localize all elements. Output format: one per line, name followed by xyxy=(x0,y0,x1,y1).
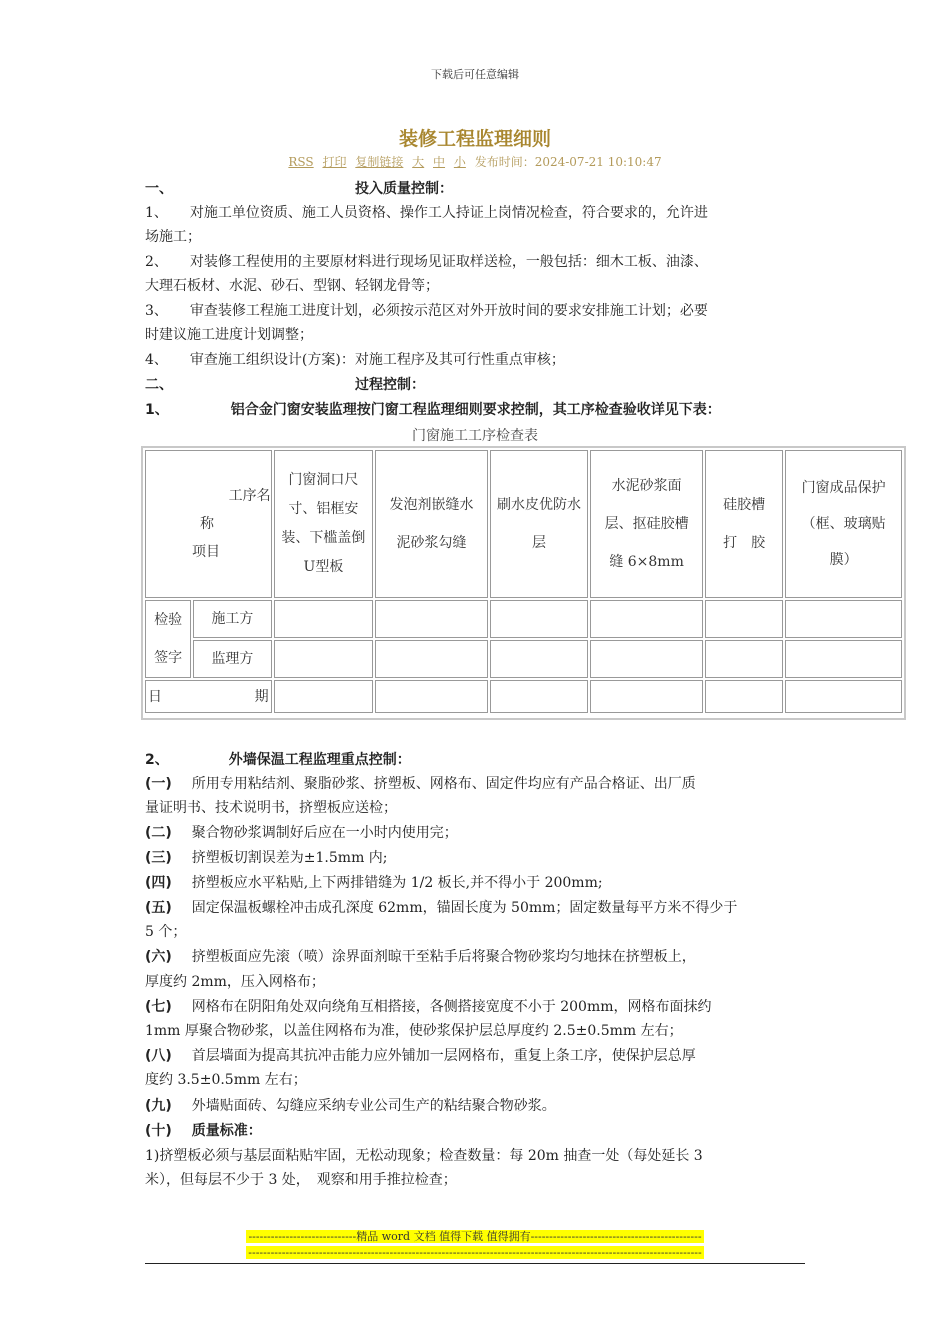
column-header: 发泡剂嵌缝水 泥砂浆勾缝 xyxy=(375,450,488,598)
signature-cell[interactable] xyxy=(375,600,488,638)
section-heading-2: 二、 过程控制： xyxy=(145,377,425,393)
sub-item-cont: 1mm 厚聚合物砂浆，以盖住网格布为准，使砂浆保护层总厚度约 2.5±0.5mm 左右； xyxy=(145,1023,683,1039)
inspection-table xyxy=(143,448,904,715)
table-row xyxy=(145,640,902,678)
sub-item: (六) 挤塑板面应先滚（喷）涂界面剂晾干至粘手后将聚合物砂浆均匀地抹在挤塑板上， xyxy=(145,949,696,965)
sub-item: (四) 挤塑板应水平粘贴,上下两排错缝为 1/2 板长,并不得小于 200mm; xyxy=(145,875,603,891)
font-small-link[interactable]: 小 xyxy=(453,155,466,169)
row-label: 施工方 xyxy=(193,600,271,638)
signature-cell[interactable] xyxy=(375,640,488,678)
sub-item: (九) 外墙贴面砖、勾缝应采纳专业公司生产的粘结聚合物砂浆。 xyxy=(145,1098,556,1114)
list-item: 3、 审查装修工程施工进度计划，必须按示范区对外开放时间的要求安排施工计划；必要 xyxy=(145,303,708,319)
signature-cell[interactable] xyxy=(490,600,589,638)
sub-item: (二) 聚合物砂浆调制好后应在一小时内使用完； xyxy=(145,825,458,841)
sub-item-cont: 厚度约 2mm，压入网格布； xyxy=(145,974,325,990)
footer-banner: -----------------------------精品 word 文档 值得下载 值得拥有---------------------------------------------- xyxy=(248,1230,702,1243)
table-row xyxy=(145,680,902,713)
list-item: 1、 铝合金门窗安装监理按门窗工程监理细则要求控制，其工序检查验收详见下表： xyxy=(145,402,721,418)
signature-cell[interactable] xyxy=(274,640,374,678)
column-header: 水泥砂浆面 层、抠硅胶槽 缝 6×8mm xyxy=(590,450,703,598)
signature-cell[interactable] xyxy=(785,600,902,638)
standard-item-cont: 米），但每层不少于 3 处， 观察和用手推拉检查； xyxy=(145,1172,457,1188)
date-cell[interactable] xyxy=(590,680,703,713)
sub-item: (三) 挤塑板切割误差为±1.5mm 内; xyxy=(145,850,388,866)
column-header: 硅胶槽 打 胶 xyxy=(705,450,783,598)
font-medium-link[interactable]: 中 xyxy=(433,155,446,169)
article-meta xyxy=(0,153,950,170)
font-large-link[interactable]: 大 xyxy=(412,155,425,169)
sub-item-cont: 度约 3.5±0.5mm 左右； xyxy=(145,1072,307,1088)
list-item-cont: 时建议施工进度计划调整； xyxy=(145,327,313,343)
inspection-table-frame xyxy=(141,446,906,720)
group-label: 检验 签字 xyxy=(145,600,191,678)
date-label: 日 期 xyxy=(145,680,272,713)
footer-dashes: -------------------------------------------------------------------------------------------------------------------------- xyxy=(248,1246,702,1259)
table-corner-header: 工序名 称 项目 xyxy=(145,450,272,598)
sub-item: (十) 质量标准： xyxy=(145,1123,262,1139)
sub-item-cont: 量证明书、技术说明书，挤塑板应送检； xyxy=(145,800,397,816)
print-link[interactable]: 打印 xyxy=(322,155,347,169)
signature-cell[interactable] xyxy=(490,640,589,678)
footer-rule xyxy=(145,1263,805,1264)
signature-cell[interactable] xyxy=(705,600,783,638)
signature-cell[interactable] xyxy=(705,640,783,678)
list-item: 2、 外墙保温工程监理重点控制： xyxy=(145,752,411,768)
sub-item-cont: 5 个； xyxy=(145,924,187,940)
date-cell[interactable] xyxy=(375,680,488,713)
section-heading-1: 一、 投入质量控制： xyxy=(145,181,453,197)
signature-cell[interactable] xyxy=(590,640,703,678)
standard-item: 1)挤塑板必须与基层面粘贴牢固，无松动现象；检查数量：每 20m 抽查一处（每处延长 3 xyxy=(145,1148,703,1164)
header-note: 下载后可任意编辑 xyxy=(431,68,519,81)
column-header: 刷水皮优防水 层 xyxy=(490,450,589,598)
row-label: 监理方 xyxy=(193,640,271,678)
list-item-cont: 场施工； xyxy=(145,229,201,245)
signature-cell[interactable] xyxy=(274,600,374,638)
list-item: 2、 对装修工程使用的主要原材料进行现场见证取样送检，一般包括：细木工板、油漆、 xyxy=(145,254,708,270)
date-cell[interactable] xyxy=(274,680,374,713)
sub-item: (八) 首层墙面为提高其抗冲击能力应外铺加一层网格布，重复上条工序，使保护层总厚 xyxy=(145,1048,696,1064)
list-item-cont: 大理石板材、水泥、砂石、型钢、轻钢龙骨等； xyxy=(145,278,439,294)
rss-link[interactable]: RSS xyxy=(288,155,314,169)
page-title: 装修工程监理细则 xyxy=(398,128,551,150)
table-row xyxy=(145,600,902,638)
table-caption: 门窗施工工序检查表 xyxy=(412,428,538,444)
list-item: 1、 对施工单位资质、施工人员资格、操作工人持证上岗情况检查，符合要求的，允许进 xyxy=(145,205,708,221)
copy-link[interactable]: 复制链接 xyxy=(355,155,404,169)
signature-cell[interactable] xyxy=(785,640,902,678)
column-header: 门窗成品保护 （框、玻璃贴 膜） xyxy=(785,450,902,598)
sub-item: (一) 所用专用粘结剂、聚脂砂浆、挤塑板、网格布、固定件均应有产品合格证、出厂质 xyxy=(145,776,696,792)
list-item: 4、 审查施工组织设计(方案)：对施工程序及其可行性重点审核； xyxy=(145,352,565,368)
date-cell[interactable] xyxy=(785,680,902,713)
sub-item: (五) 固定保温板螺栓冲击成孔深度 62mm，锚固长度为 50mm；固定数量每平方米不得少于 xyxy=(145,900,738,916)
sub-item: (七) 网格布在阴阳角处双向绕角互相搭接，各侧搭接宽度不小于 200mm，网格布面抹约 xyxy=(145,999,712,1015)
signature-cell[interactable] xyxy=(590,600,703,638)
publish-time: 发布时间：2024-07-21 10:10:47 xyxy=(474,155,662,169)
date-cell[interactable] xyxy=(490,680,589,713)
column-header: 门窗洞口尺 寸、铝框安 装、下槛盖倒 U型板 xyxy=(274,450,374,598)
date-cell[interactable] xyxy=(705,680,783,713)
